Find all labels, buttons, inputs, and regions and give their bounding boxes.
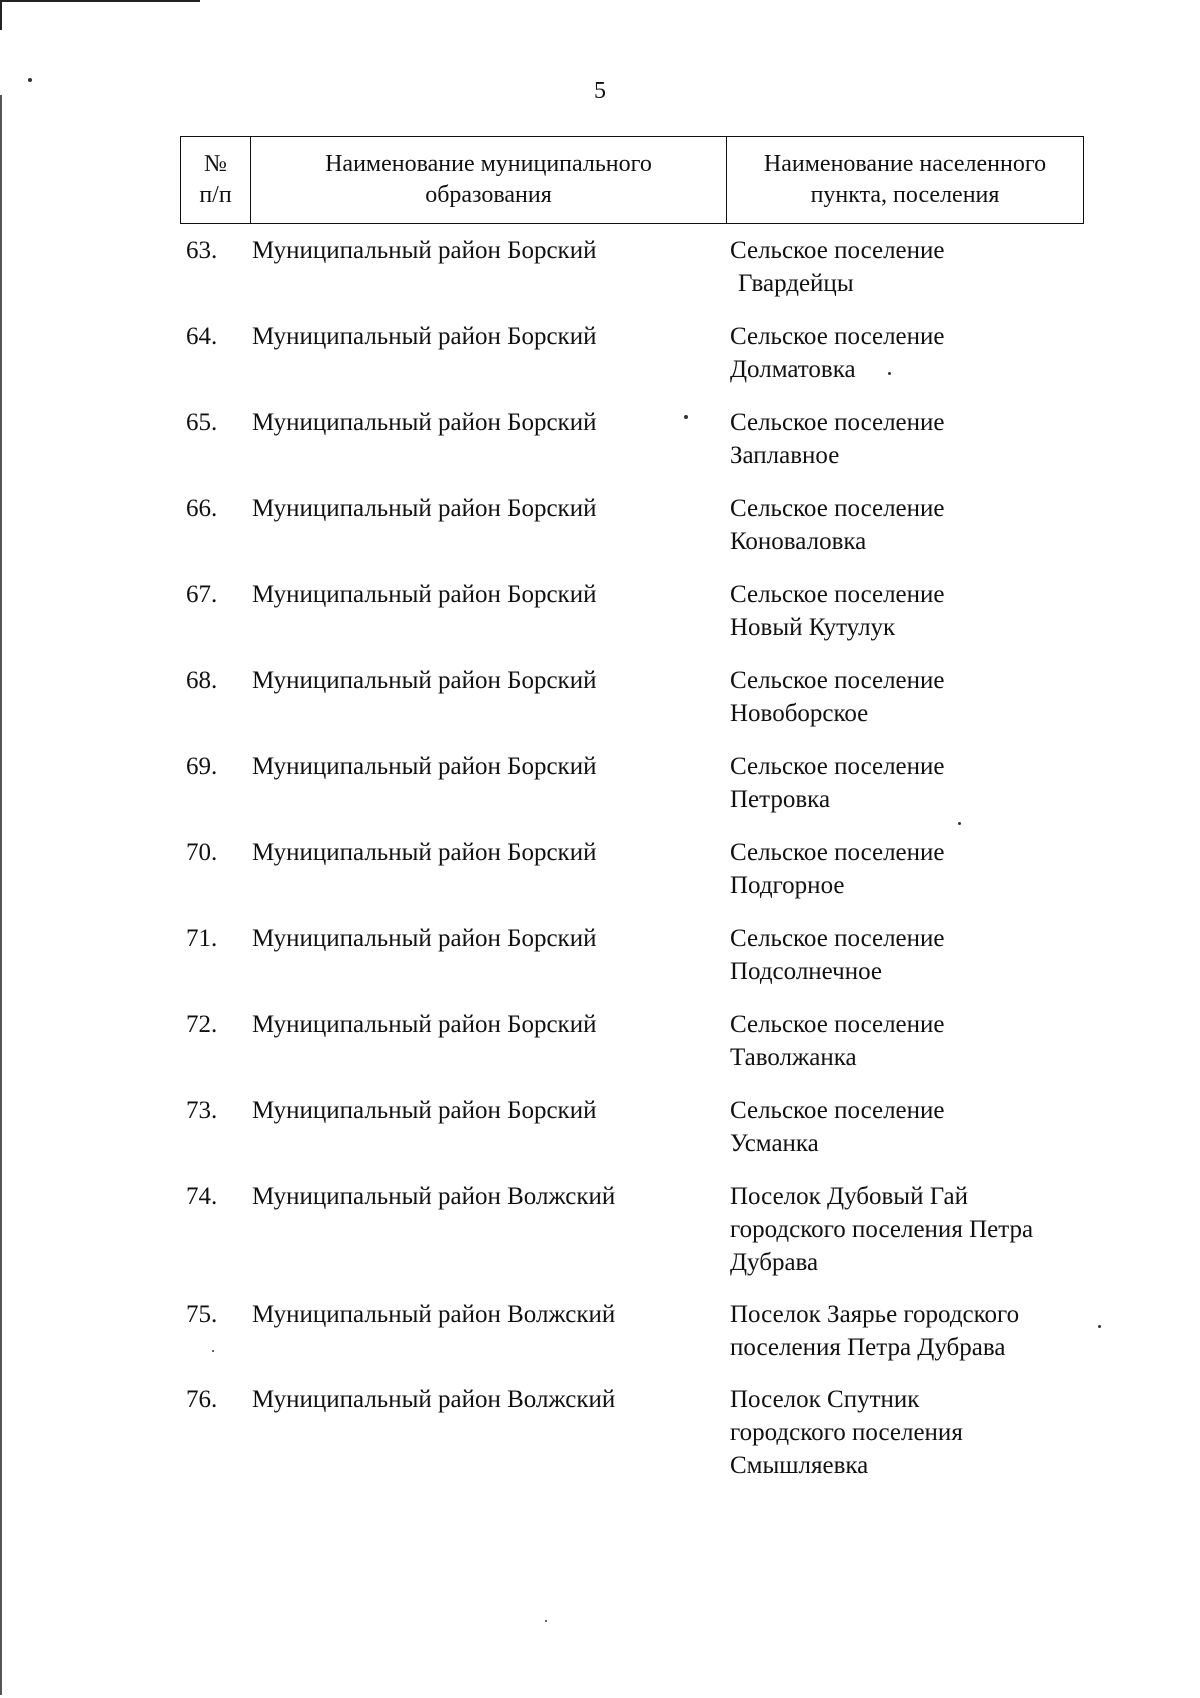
- settlement-line: Сельское поселение: [730, 1097, 945, 1124]
- row-settlement: [730, 922, 1090, 988]
- settlement-line: Подсолнечное: [730, 958, 883, 985]
- row-number: 64.: [186, 323, 218, 350]
- row-settlement: [730, 750, 1090, 816]
- row-municipality: Муниципальный район Борский: [252, 237, 597, 264]
- scan-speck: [958, 822, 961, 825]
- settlement-line: Сельское поселение: [730, 1011, 945, 1038]
- row-number: 68.: [186, 667, 218, 694]
- row-municipality: Муниципальный район Волжский: [252, 1386, 616, 1413]
- settlement-line: Сельское поселение: [730, 581, 945, 608]
- row-settlement: [730, 234, 1090, 300]
- settlement-line: Поселок Заярье городского: [730, 1301, 1020, 1328]
- row-number: 66.: [186, 495, 218, 522]
- settlement-line: Новый Кутулук: [730, 614, 896, 641]
- settlement-line: Заплавное: [730, 442, 840, 469]
- settlement-line: Подгорное: [730, 872, 845, 899]
- scan-speck: [684, 415, 688, 419]
- row-number: 72.: [186, 1011, 218, 1038]
- settlement-line: Петровка: [730, 786, 831, 813]
- settlement-line: городского поселения: [730, 1419, 963, 1446]
- row-municipality: Муниципальный район Борский: [252, 667, 597, 694]
- row-number: 65.: [186, 409, 218, 436]
- row-number: 67.: [186, 581, 218, 608]
- settlement-line: Гвардейцы: [738, 270, 854, 297]
- row-settlement: [730, 1180, 1090, 1279]
- settlement-line: Сельское поселение: [730, 839, 945, 866]
- header-municipality-cell: [251, 137, 727, 223]
- row-settlement: [730, 492, 1090, 558]
- row-municipality: Муниципальный район Волжский: [252, 1183, 616, 1210]
- settlement-line: Поселок Спутник: [730, 1386, 920, 1413]
- settlement-line: Долматовка: [730, 356, 856, 383]
- scan-speck: [1098, 1325, 1101, 1328]
- row-number: 73.: [186, 1097, 218, 1124]
- row-number: 63.: [186, 237, 218, 264]
- row-settlement: [730, 1383, 1090, 1482]
- scan-speck: [28, 78, 32, 82]
- settlement-line: Усманка: [730, 1130, 819, 1157]
- settlement-line: Сельское поселение: [730, 667, 945, 694]
- settlement-line: Таволжанка: [730, 1044, 857, 1071]
- scan-speck: [212, 1350, 214, 1352]
- settlement-line: городского поселения Петра: [730, 1216, 1034, 1243]
- row-number: 74.: [186, 1183, 218, 1210]
- row-settlement: [730, 1094, 1090, 1160]
- row-settlement: [730, 836, 1090, 902]
- header-number-abbr: п/п: [199, 182, 232, 208]
- table-header: [180, 136, 1084, 224]
- settlement-line: Сельское поселение: [730, 753, 945, 780]
- scan-edge-mark: [0, 95, 2, 1695]
- row-settlement: [730, 320, 1090, 386]
- row-number: 75.: [186, 1301, 218, 1328]
- scan-speck: [888, 372, 891, 375]
- scan-edge-mark: [0, 0, 2, 30]
- settlement-line: Новоборское: [730, 700, 869, 727]
- row-settlement: [730, 578, 1090, 644]
- settlement-line: Поселок Дубовый Гай: [730, 1183, 969, 1210]
- settlement-line: Сельское поселение: [730, 323, 945, 350]
- row-municipality: Муниципальный район Борский: [252, 1097, 597, 1124]
- row-municipality: Муниципальный район Борский: [252, 323, 597, 350]
- row-settlement: [730, 664, 1090, 730]
- row-municipality: Муниципальный район Борский: [252, 753, 597, 780]
- settlement-line: Сельское поселение: [730, 495, 945, 522]
- row-municipality: Муниципальный район Волжский: [252, 1301, 616, 1328]
- settlement-line: поселения Петра Дубрава: [730, 1334, 1006, 1361]
- row-municipality: Муниципальный район Борский: [252, 495, 597, 522]
- header-number-cell: [181, 137, 251, 223]
- settlement-line: Сельское поселение: [730, 237, 945, 264]
- row-number: 70.: [186, 839, 218, 866]
- settlement-line: Смышляевка: [730, 1452, 869, 1479]
- scan-speck: [545, 1620, 547, 1622]
- settlement-line: Сельское поселение: [730, 925, 945, 952]
- row-settlement: [730, 1008, 1090, 1074]
- header-settlement-cell: [727, 137, 1083, 223]
- page-number: 5: [594, 78, 606, 104]
- row-municipality: Муниципальный район Борский: [252, 581, 597, 608]
- header-municipality-label: Наименование муниципального образования: [325, 151, 652, 208]
- row-municipality: Муниципальный район Борский: [252, 409, 597, 436]
- row-number: 76.: [186, 1386, 218, 1413]
- settlement-line: Сельское поселение: [730, 409, 945, 436]
- row-number: 71.: [186, 925, 218, 952]
- row-municipality: Муниципальный район Борский: [252, 925, 597, 952]
- scan-edge-mark: [0, 0, 200, 2]
- row-municipality: Муниципальный район Борский: [252, 1011, 597, 1038]
- row-settlement: [730, 1298, 1090, 1364]
- row-settlement: [730, 406, 1090, 472]
- settlement-line: Дубрава: [730, 1249, 819, 1276]
- header-number-symbol: №: [204, 151, 227, 177]
- header-settlement-label: Наименование населенного пункта, поселения: [763, 151, 1047, 208]
- row-municipality: Муниципальный район Борский: [252, 839, 597, 866]
- row-number: 69.: [186, 753, 218, 780]
- settlement-line: Коноваловка: [730, 528, 867, 555]
